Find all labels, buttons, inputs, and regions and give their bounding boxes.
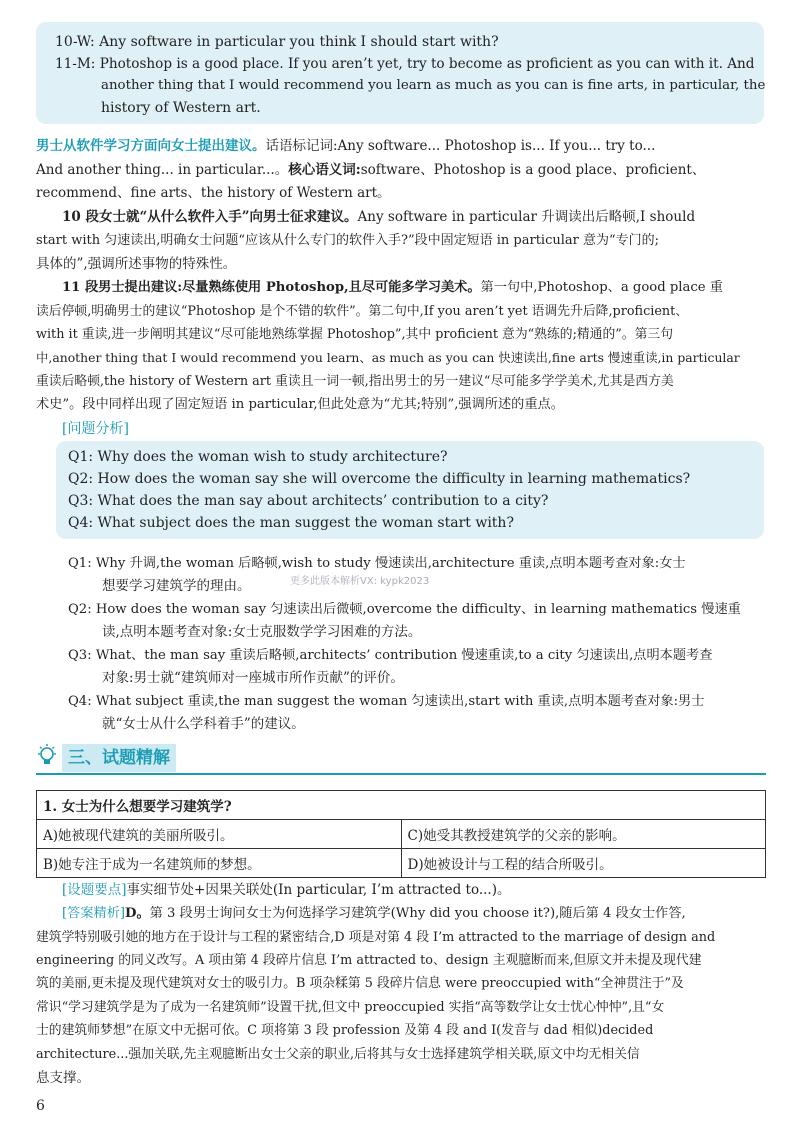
answer-line: 士的建筑师梦想”在原文中无据可依。C 项将第 3 段 profession 及第 4 段 and I(发音与 dad 相似)decided bbox=[36, 1023, 654, 1038]
analysis-line: 重读后略顿,the history of Western art 重读且一词一顿,指出男士的另一建议“尽可能多学学美术,尤其是西方美 bbox=[36, 374, 674, 389]
answer-key: D。 bbox=[125, 906, 150, 921]
analysis-line: with it 重读,进一步阐明其建议“尽可能地熟练掌握 Photoshop”,其中 proficient 意为“熟练的;精通的”。第三句 bbox=[36, 327, 673, 342]
analysis-keyword-label: 核心语义词: bbox=[288, 162, 361, 178]
answer-text: 第 3 段男士询问女士为何选择学习建筑学(Why did you choose it?),随后第 4 段女士作答, bbox=[149, 906, 686, 921]
question-options-table bbox=[36, 790, 766, 878]
section-rule bbox=[36, 773, 766, 775]
points-text: 事实细节处+因果关联处(In particular, I’m attracted to...)。 bbox=[126, 882, 511, 898]
dialogue-line: history of Western art. bbox=[101, 100, 261, 116]
note-line: Q1: Why 升调,the woman 后略顿,wish to study 慢速读出,architecture 重读,点明本题考查对象:女士 bbox=[68, 556, 686, 571]
note-line: 想要学习建筑学的理由。 bbox=[102, 578, 251, 594]
answer-label: [答案精析] bbox=[62, 906, 126, 921]
note-line: 就“女士从什么学科着手”的建议。 bbox=[102, 716, 305, 732]
answer-line: 建筑学特别吸引她的地方在于设计与工程的紧密结合,D 项是对第 4 段 I’m attracted to the marriage of design and bbox=[36, 930, 716, 945]
analysis-line: 读后停顿,明确男士的建议“Photoshop 是个不错的软件”。第二句中,If you aren’t yet 语调先升后降,proficient、 bbox=[36, 304, 689, 319]
analysis-heading: 11 段男士提出建议:尽量熟练使用 Photoshop,且尽可能多学习美术。 bbox=[62, 280, 481, 295]
option-c: C)她受其教授建筑学的父亲的影响。 bbox=[401, 820, 766, 849]
option-d: D)她被设计与工程的结合所吸引。 bbox=[401, 849, 766, 878]
note-line: Q4: What subject 重读,the man suggest the woman 匀速读出,start with 重读,点明本题考查对象:男士 bbox=[68, 694, 705, 709]
dialogue-line: 11-M: Photoshop is a good place. If you aren’t yet, try to become as proficient as you can with it. And bbox=[55, 56, 755, 72]
points-line bbox=[62, 880, 511, 900]
watermark: 更多此版本解析VX: kypk2023 bbox=[290, 576, 430, 587]
note-line: 读,点明本题考查对象:女士克服数学学习困难的方法。 bbox=[102, 624, 422, 640]
answer-line: architecture...强加关联,先主观臆断出女士父亲的职业,后将其与女士选择建筑学相关联,原文中均无相关信 bbox=[36, 1047, 640, 1062]
analysis-line bbox=[62, 207, 695, 227]
analysis-heading: 10 段女士就“从什么软件入手”向男士征求建议。 bbox=[62, 209, 358, 225]
section-title: 三、试题精解 bbox=[62, 744, 176, 772]
note-line: Q2: How does the woman say 匀速读出后微顿,overcome the difficulty、in learning mathematics 慢速重 bbox=[68, 602, 741, 617]
points-label: [设题要点] bbox=[62, 882, 127, 898]
note-line: 对象:男士就“建筑师对一座城市所作贡献”的评价。 bbox=[102, 670, 404, 686]
note-line: Q3: What、the man say 重读后略顿,architects’ contribution 慢速重读,to a city 匀速读出,点明本题考查 bbox=[68, 648, 713, 663]
question-line: Q4: What subject does the man suggest the woman start with? bbox=[68, 515, 514, 531]
analysis-text: 第一句中,Photoshop、a good place 重 bbox=[480, 280, 723, 295]
option-a: A)她被现代建筑的美丽所吸引。 bbox=[37, 820, 402, 849]
analysis-text: 话语标记词:Any software... Photoshop is... If you... try to... bbox=[265, 138, 656, 154]
question-line: Q2: How does the woman say she will overcome the difficulty in learning mathematics? bbox=[68, 471, 691, 487]
analysis-line: start with 匀速读出,明确女士问题“应该从什么专门的软件入手?”段中固定短语 in particular 意为“专门的; bbox=[36, 233, 660, 248]
dialogue-line: another thing that I would recommend you learn as much as you can is fine arts, in particular, the bbox=[101, 78, 766, 93]
question-line: Q1: Why does the woman wish to study architecture? bbox=[68, 449, 448, 465]
answer-line: 息支撑。 bbox=[36, 1070, 90, 1086]
analysis-line: 中,another thing that I would recommend you learn、as much as you can 快速读出,fine arts 慢速重读,in particular bbox=[36, 350, 740, 365]
answer-line: engineering 的同义改写。A 项由第 4 段碎片信息 I’m attracted to、design 主观臆断而来,但原文并未提及现代建 bbox=[36, 953, 702, 968]
analysis-text: software、Photoshop is a good place、proficient、 bbox=[360, 162, 706, 178]
page-number: 6 bbox=[36, 1098, 45, 1114]
answer-line: 常识“学习建筑学是为了成为一名建筑师”设置干扰,但文中 preoccupied 实指“高等数学让女士忧心忡忡”,且“女 bbox=[36, 1000, 665, 1015]
analysis-line: 具体的”,强调所述事物的特殊性。 bbox=[36, 256, 237, 272]
analysis-line bbox=[36, 136, 655, 156]
question-stem: 1. 女士为什么想要学习建筑学? bbox=[37, 791, 766, 820]
analysis-line bbox=[62, 278, 723, 298]
dialogue-line: 10-W: Any software in particular you think I should start with? bbox=[55, 34, 499, 50]
option-b: B)她专注于成为一名建筑师的梦想。 bbox=[37, 849, 402, 878]
answer-line: 筑的美丽,更未提及现代建筑对女士的吸引力。B 项杂糅第 5 段碎片信息 were preoccupied with“全神贯注于”及 bbox=[36, 976, 684, 991]
analysis-line bbox=[36, 160, 705, 180]
question-analysis-label: [问题分析] bbox=[62, 421, 129, 437]
analysis-line: recommend、fine arts、the history of Western art。 bbox=[36, 185, 391, 201]
analysis-line: 术史”。段中同样出现了固定短语 in particular,但此处意为“尤其;特别”,强调所述的重点。 bbox=[36, 397, 564, 412]
analysis-heading: 男士从软件学习方面向女士提出建议。 bbox=[36, 138, 266, 154]
lightbulb-icon bbox=[36, 743, 58, 771]
analysis-text: And another thing... in particular...。 bbox=[36, 162, 289, 178]
question-line: Q3: What does the man say about architects’ contribution to a city? bbox=[68, 493, 549, 509]
answer-line bbox=[62, 904, 686, 924]
analysis-text: Any software in particular 升调读出后略顿,I should bbox=[357, 209, 696, 225]
